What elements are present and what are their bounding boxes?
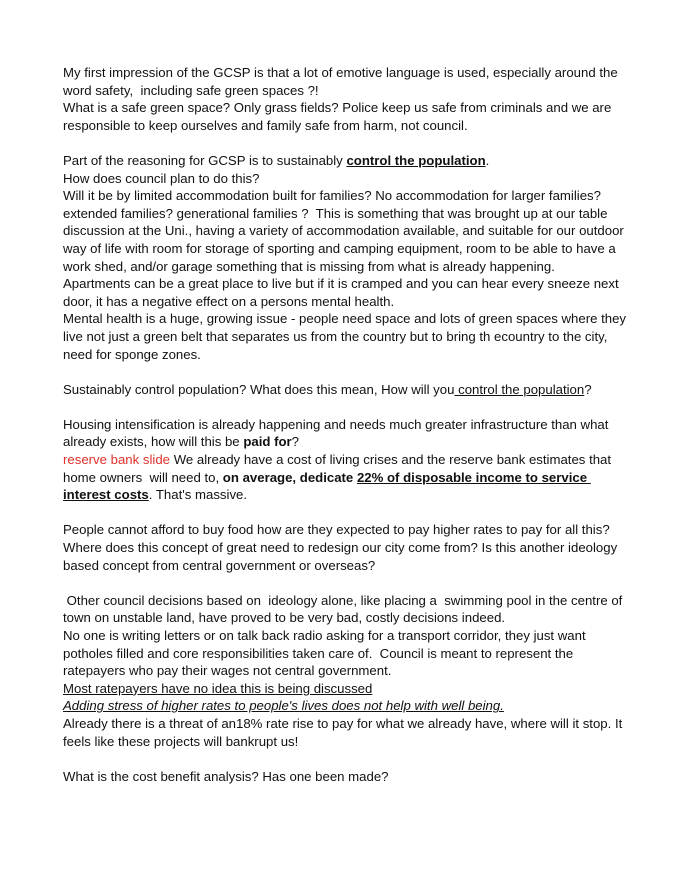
- paragraph-gap: [63, 363, 631, 381]
- paragraph-accommodation: Will it be by limited accommodation built for families? No accommodation for larger families? extended families? generational families ? This is something that was brought up at our table discussion at the Uni., having a variety of accommodation available, and suitable for our outdoor way of life with room for storage of sporting and camping equipment, room to be able to have a work shed, and/or garage something that is missing from what is already happening.: [63, 188, 628, 274]
- paragraph-reasoning: [63, 152, 631, 170]
- paragraph-gap: [63, 750, 631, 768]
- paragraph-gap: [63, 134, 631, 152]
- paragraph-cost-benefit: What is the cost benefit analysis? Has one been made?: [63, 768, 389, 784]
- paragraph-sustainably-control: [63, 381, 631, 399]
- sustainably-text: Sustainably control population? What does this mean, How will you: [63, 381, 455, 397]
- paragraph-mental-health: Mental health is a huge, growing issue - people need space and lots of green spaces where they live not just a green belt that separates us from the country but to bring th ecountry to the city, need for sponge zones.: [63, 311, 630, 362]
- paragraph-rate-rise: Already there is a threat of an18% rate rise to pay for what we already have, where will it stop. It feels like these projects will bankrupt us!: [63, 715, 626, 749]
- paid-for-emphasis: paid for: [243, 434, 292, 450]
- paragraph-transport-corridor: No one is writing letters or on talk back radio asking for a transport corridor, they just want potholes filled and core responsibilities taken care of. Council is meant to represent the ratepayers who pay their wages not central government.: [63, 628, 590, 679]
- paragraph-adding-stress: Adding stress of higher rates to people's lives does not help with well being.: [63, 698, 504, 714]
- reasoning-period: .: [485, 152, 490, 168]
- paragraph-first-impression: My first impression of the GCSP is that a lot of emotive language is used, especially around the word safety, including safe green spaces ?!: [63, 65, 622, 98]
- reserve-bank-slide-link[interactable]: reserve bank slide: [63, 452, 171, 468]
- paragraph-ratepayers-no-idea: Most ratepayers have no idea this is being discussed: [63, 680, 373, 696]
- paragraph-apartments: Apartments can be a great place to live but if it is cramped and you can hear every sneeze next door, it has a negative effect on a persons mental health.: [63, 276, 623, 309]
- housing-question: ?: [291, 434, 300, 450]
- paragraph-safe-green-space: What is a safe green space? Only grass fields? Police keep us safe from criminals and we are responsible to keep ourselves and family safe from harm, not council.: [63, 100, 615, 133]
- paragraph-reserve-bank: [63, 451, 631, 504]
- control-population-emphasis: control the population: [346, 152, 486, 168]
- paragraph-other-decisions: Other council decisions based on ideology alone, like placing a swimming pool in the centre of town on unstable land, have proved to be very bad, costly decisions indeed.: [63, 592, 627, 626]
- paragraph-afford-food: People cannot afford to buy food how are they expected to pay higher rates to pay for all this? Where does this concept of great need to redesign our city come from? Is this another ideology based concept from central government or overseas?: [63, 522, 625, 573]
- paragraph-gap: [63, 574, 631, 592]
- sustainably-question: ?: [584, 381, 592, 397]
- housing-text: Housing intensification is already happening and needs much greater infrastructure than what already exists, how will this be: [63, 416, 613, 450]
- paragraph-gap: [63, 398, 631, 416]
- paragraph-how-plan: How does council plan to do this?: [63, 170, 260, 186]
- massive-text: . That's massive.: [148, 487, 248, 503]
- interest-costs-emphasis: 22% of disposable income to service interest costs: [63, 469, 591, 503]
- on-average-emphasis: on average, dedicate: [222, 469, 357, 485]
- control-population-underline: control the population: [454, 381, 585, 397]
- reasoning-text: Part of the reasoning for GCSP is to sustainably: [63, 152, 347, 168]
- reserve-bank-text: We already have a cost of living crises and the reserve bank estimates that home owners will need to,: [63, 452, 615, 485]
- paragraph-housing-intensification: [63, 416, 631, 451]
- paragraph-gap: [63, 504, 631, 522]
